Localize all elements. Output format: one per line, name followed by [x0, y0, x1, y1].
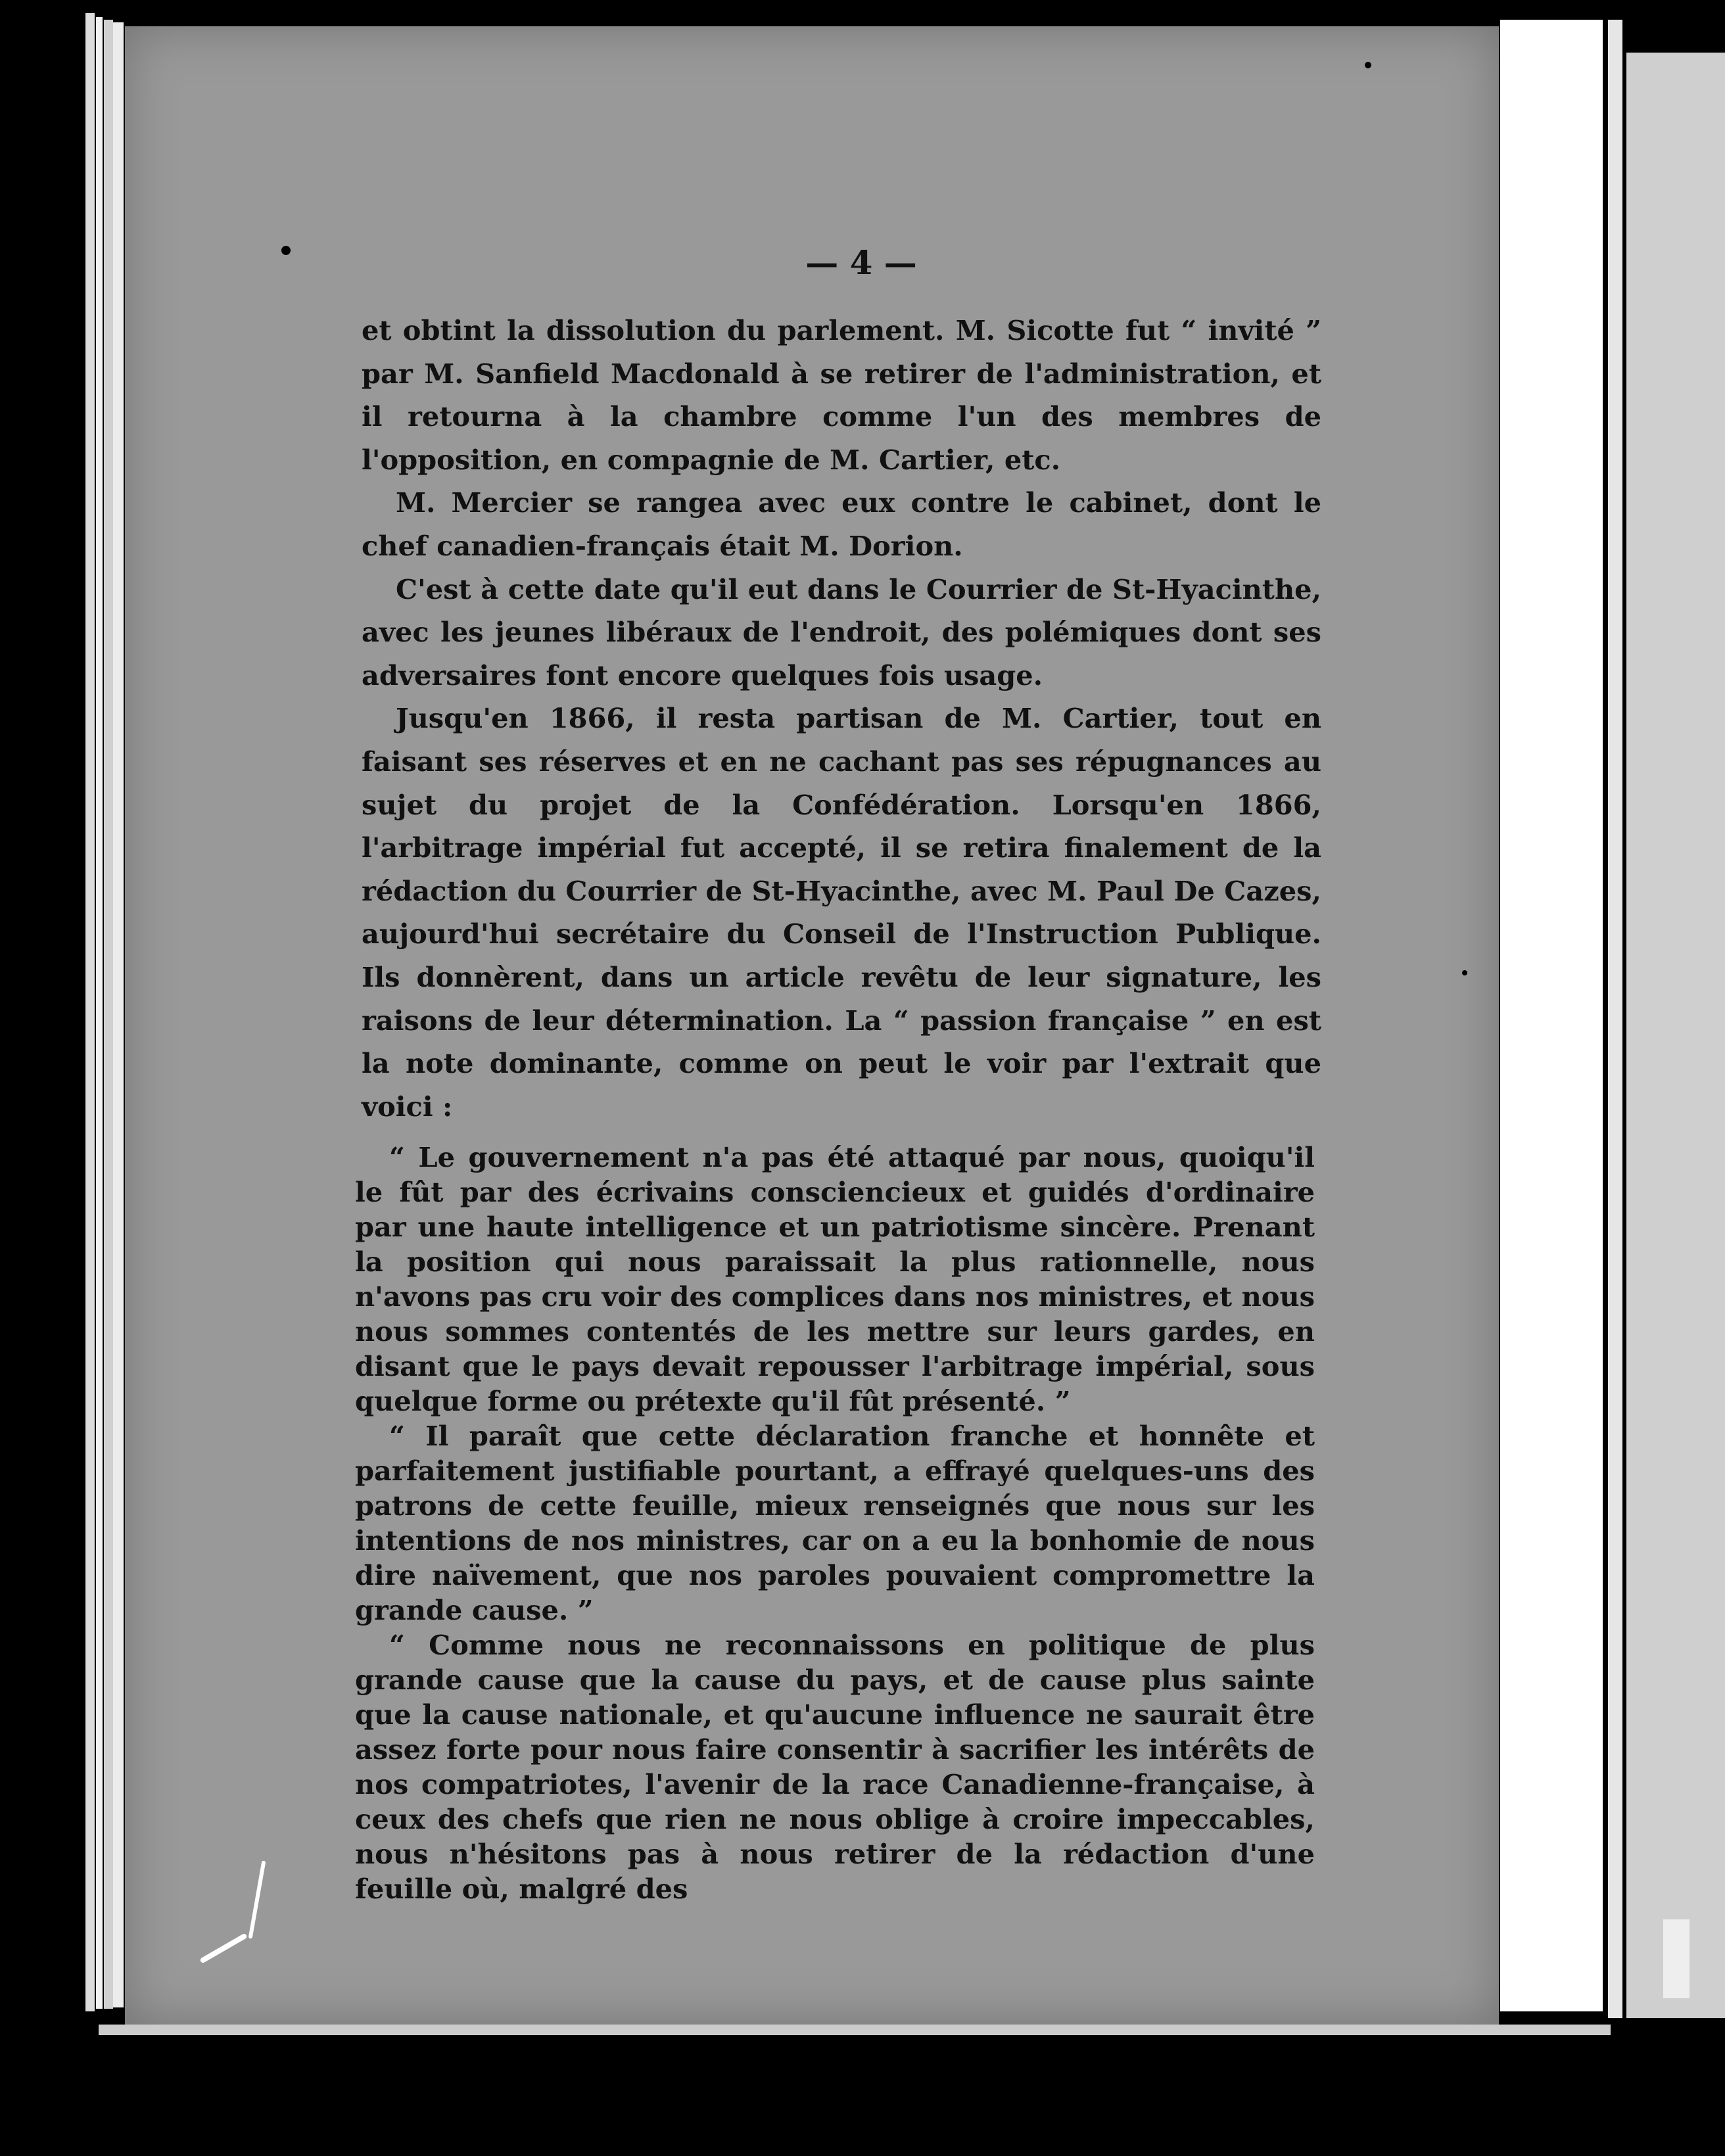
paragraph: Jusqu'en 1866, il resta partisan de M. Cartier, tout en faisant ses réserves et en ne cachant pas ses répugnances au sujet du projet de la Confédération. Lorsqu'en 1866, l'arbitrage impérial fut accepté, il se retira finalement de la rédaction du Courrier de St-Hyacinthe, avec M. Paul De Cazes, aujourd'hui secrétaire du Conseil de l'Instruction Publique. Ils donnèrent, dans un article revêtu de leur signature, les raisons de leur détermination. La “ passion française ” en est la note dominante, comme on peut le voir par l'extrait que voici :	[362, 702, 1321, 1123]
quote-paragraph: “ Comme nous ne reconnaissons en politique de plus grande cause que la cause du pays, et de cause plus sainte que la cause nationale, et qu'aucune influence ne saurait être assez forte pour nous faire consentir à sacrifier les intérêts de nos compatriotes, l'avenir de la race Canadienne-française, à ceux des chefs que rien ne nous oblige à croire impeccables, nous n'hésitons pas à nous retirer de la rédaction d'une feuille où, malgré des	[355, 1629, 1315, 1905]
paragraph: C'est à cette date qu'il eut dans le Courrier de St-Hyacinthe, avec les jeunes libéraux de l'endroit, des polémiques dont ses adversaires font encore quelques fois usage.	[362, 573, 1321, 691]
scan-speck	[1365, 62, 1371, 68]
paragraph: et obtint la dissolution du parlement. M. Sicotte fut “ invité ” par M. Sanfield Macdonald à se retirer de l'administration, et il retourna à la chambre comme l'un des membres de l'opposition, en compagnie de M. Cartier, etc.	[362, 314, 1321, 476]
page-bottom-edge	[99, 2025, 1611, 2035]
page-number: — 4 —	[805, 243, 917, 282]
quote-paragraph: “ Le gouvernement n'a pas été attaqué par nous, quoiqu'il le fût par des écrivains consciencieux et guidés d'ordinaire par une haute intelligence et un patriotisme sincère. Prenant la position qui nous paraissait la plus rationnelle, nous n'avons pas cru voir des complices dans nos ministres, et nous nous sommes contentés de les mettre sur leurs gardes, en disant que le pays devait repousser l'arbitrage impérial, sous quelque forme ou prétexte qu'il fût présenté. ”	[355, 1141, 1315, 1417]
body-text	[362, 309, 1321, 1128]
adjacent-page-strip	[1500, 20, 1603, 2011]
page-edge	[85, 13, 95, 2011]
adjacent-page-strip	[1626, 53, 1725, 2018]
scan-scratch	[1663, 1919, 1690, 1998]
scan-speck	[281, 246, 291, 255]
quoted-extract	[355, 1140, 1315, 1906]
adjacent-page-strip	[1608, 20, 1622, 2018]
scan-speck	[1462, 970, 1467, 975]
page-edge	[96, 17, 103, 2009]
paragraph: M. Mercier se rangea avec eux contre le cabinet, dont le chef canadien-français était M. Dorion.	[362, 486, 1321, 562]
quote-paragraph: “ Il paraît que cette déclaration franche et honnête et parfaitement justifiable pourtant, a effrayé quelques-uns des patrons de cette feuille, mieux renseignés que nous sur les intentions de nos ministres, car on a eu la bonhomie de nous dire naïvement, que nos paroles pouvaient compromettre la grande cause. ”	[355, 1420, 1315, 1626]
page-edge	[104, 20, 113, 2009]
page-edge	[113, 22, 124, 2007]
